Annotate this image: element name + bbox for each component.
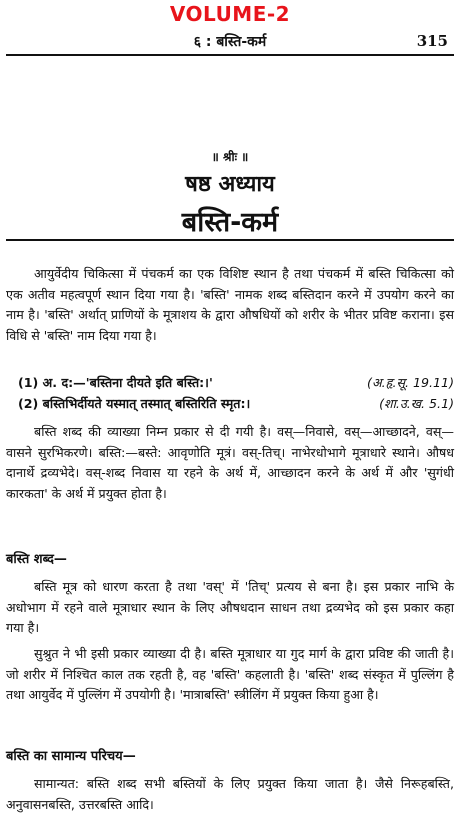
chapter-title: बस्ति-कर्म — [181, 207, 279, 238]
section-heading-general-intro: बस्ति का सामान्य परिचय— — [6, 749, 136, 764]
quote-2-text: (2) बस्तिभिर्दीयते यस्मात् तस्मात् बस्तिरिति स्मृत:। — [18, 396, 251, 411]
volume-banner: VOLUME-2 — [169, 2, 291, 26]
section2-paragraph-text: सामान्यत: बस्ति शब्द सभी बस्तियों के लिए प्रयुक्त किया जाता है। जैसे निरूहबस्ति, अनुवासनबस्ति, उत्तरबस्ति आदि। — [6, 776, 454, 812]
quote-1-reference: (अ.हृ.सू. 19.11) — [367, 375, 454, 390]
etymology-paragraph — [6, 422, 454, 504]
section-heading-basti-shabd: बस्ति शब्द— — [6, 552, 67, 567]
quote-1 — [18, 374, 454, 394]
chapter-rule — [6, 239, 454, 241]
header-rule — [6, 54, 454, 56]
running-head-title: ६ : बस्ति-कर्म — [193, 34, 267, 50]
quote-1-text: (1) अ. द:—'बस्तिना दीयते इति बस्ति:।' — [18, 375, 213, 390]
running-head — [0, 32, 460, 52]
intro-paragraph-text: आयुर्वेदीय चिकित्सा में पंचकर्म का एक विशिष्ट स्थान है तथा पंचकर्म में बस्ति चिकित्सा को एक अतीव महत्वपूर्ण स्थान दिया गया है। 'बस्ति' नामक शब्द बस्तिदान करने में उपयोग करने का नाम है। 'बस्ति' अर्थात् प्राणियों के मूत्राशय के द्वारा औषधियों को शरीर के भीतर प्रविष्ट कराना। इस विधि से 'बस्ति' नाम दिया गया है। — [6, 266, 454, 343]
section1-paragraph-2-text: सुश्रुत ने भी इसी प्रकार व्याख्या दी है। बस्ति मूत्राधार या गुद मार्ग के द्वारा प्रविष्ट की जाती है। जो शरीर में निश्चित काल तक रहती है, वह 'बस्ति' कहलाती है। 'बस्ति' शब्द संस्कृत में पुल्लिंग है तथा आयुर्वेद में पुल्लिंग में उपयोगी है। 'मात्राबस्ति' स्त्रीलिंग में प्रयुक्त किया हुआ है। — [6, 646, 454, 703]
section2-paragraph — [6, 774, 454, 815]
section1-paragraph-1-text: बस्ति मूत्र को धारण करता है तथा 'वस्' में 'तिच्' प्रत्यय से बना है। इस प्रकार नाभि के अधोभाग में रहने वाले मूत्राधार स्थान के लिए औषधदान साधन तथा द्रव्यभेद को इस प्रकार कहा गया है। — [6, 579, 454, 636]
section1-paragraph-1 — [6, 577, 454, 639]
quote-2 — [18, 395, 454, 415]
chapter-number: षष्ठ अध्याय — [185, 172, 275, 197]
section1-paragraph-2 — [6, 644, 454, 706]
quote-2-reference: (शा.उ.ख. 5.1) — [379, 396, 454, 411]
etymology-paragraph-text: बस्ति शब्द की व्याख्या निम्न प्रकार से दी गयी है। वस्—निवासे, वस्—आच्छादने, वस्—वासने सुरभिकरणे। बस्ति:—बस्ते: आवृणोति मूत्रं। वस्-तिच्। नाभेरधोभागे मूत्राधारे स्थाने। औषध दानार्थे द्रव्यभेदे। वस्-शब्द निवास या रहने के अर्थ में, आच्छादन करने के अर्थ में और 'सुगंधी कारकता' के अर्थ में प्रयुक्त होता है। — [6, 424, 454, 501]
page-number: 315 — [416, 32, 448, 50]
intro-paragraph — [6, 264, 454, 346]
invocation: ॥ श्रीः ॥ — [211, 150, 249, 164]
